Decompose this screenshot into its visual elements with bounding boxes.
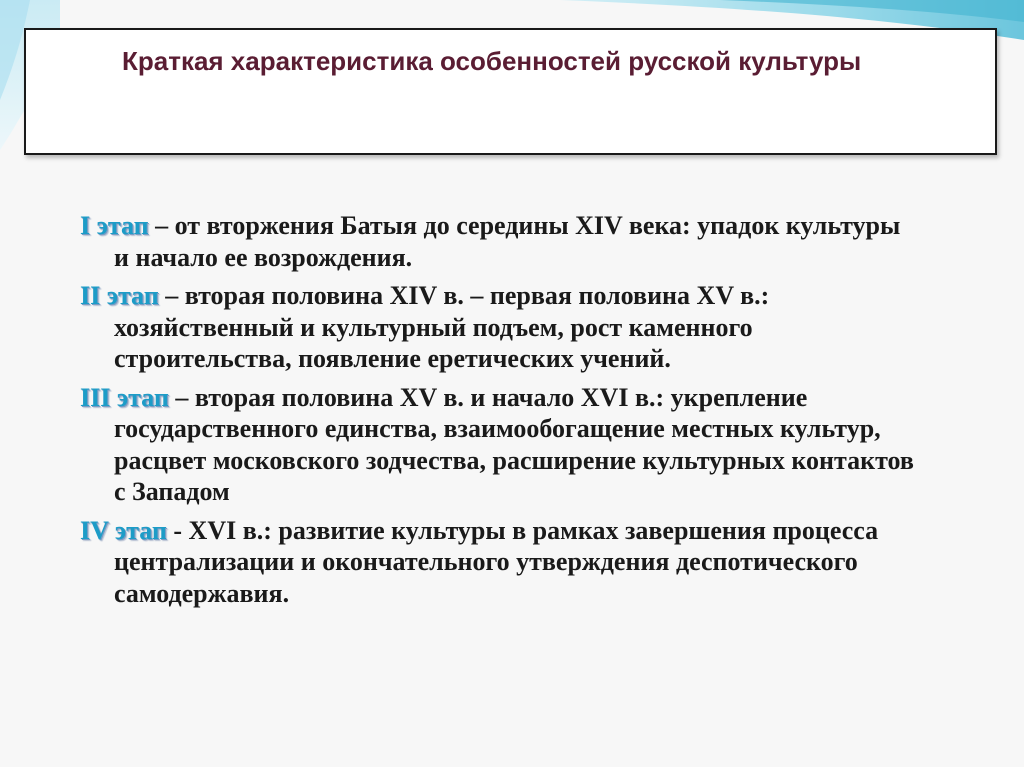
stage-item-2 [80, 280, 920, 375]
stage-label: I этап [80, 211, 149, 240]
stage-label: IV этап [80, 515, 167, 545]
stage-item-1 [80, 210, 920, 273]
title-box [24, 28, 997, 155]
stage-item-4 [80, 515, 920, 610]
stage-item-3 [80, 382, 920, 508]
stage-label: II этап [80, 281, 159, 310]
slide-title: Краткая характеристика особенностей русской культуры [122, 46, 862, 76]
stage-text: - XVI в.: развитие культуры в рамках завершения процесса централизации и окончательного утверждения деспотического самодержавия. [114, 515, 879, 608]
stage-text: – вторая половина XIV в. – первая половина XV в.: хозяйственный и культурный подъем, рост каменного строительства, появление еретических учений. [114, 281, 770, 373]
stage-label: III этап [80, 382, 169, 412]
stage-text: – вторая половина XV в. и начало XVI в.: укрепление государственного единства, взаимообогащение местных культур, расцвет московского зодчества, расширение культурных контактов с Западом [114, 382, 914, 506]
stages-list [80, 210, 920, 609]
stage-text: – от вторжения Батыя до середины XIV века: упадок культуры и начало ее возрождения. [114, 211, 901, 272]
